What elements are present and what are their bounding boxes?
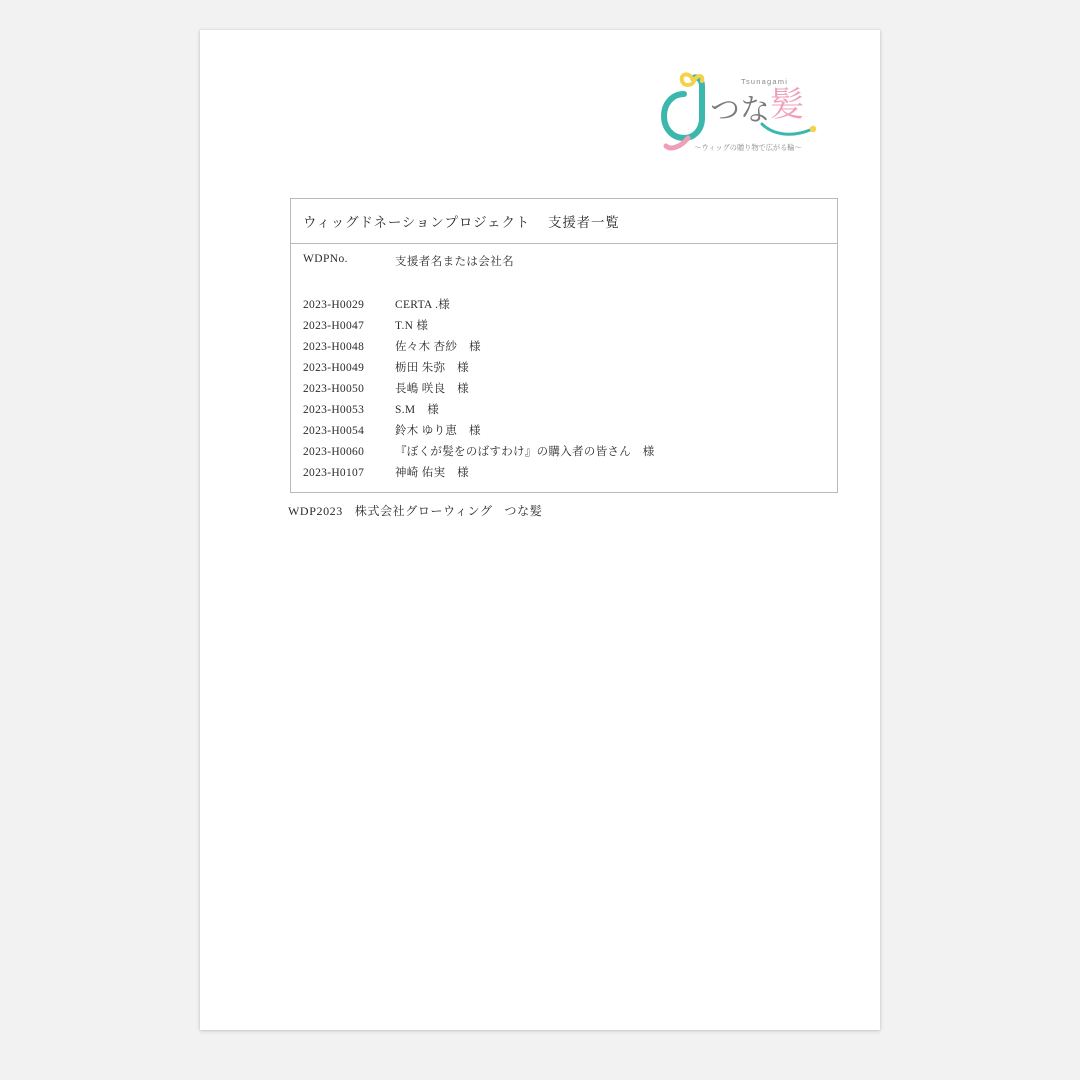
table-row (303, 295, 825, 316)
logo-brand-text (710, 85, 816, 134)
logo-roman-text: Tsunagami (741, 77, 789, 86)
cell-no: 2023-H0060 (303, 446, 365, 458)
cell-name: 神崎 佑実 様 (395, 467, 469, 479)
tsunagami-logo (658, 68, 838, 168)
document-body-cell (291, 244, 838, 493)
svg-text:髪: 髪 (770, 85, 804, 125)
cell-name: 鈴木 ゆり恵 様 (395, 425, 481, 437)
logo-tagline-text: 〜ウィッグの贈り物で広がる輪〜 (694, 143, 802, 152)
document-page (200, 30, 880, 1030)
cell-no: 2023-H0050 (303, 383, 365, 395)
footer-code: WDP2023 (288, 504, 343, 518)
footer-brand: つな髪 (504, 504, 543, 518)
cell-no: 2023-H0049 (303, 362, 365, 374)
cell-name: 『ぼくが髪をのばすわけ』の購入者の皆さん 様 (395, 446, 655, 458)
document-body-row (291, 244, 838, 493)
cell-no: 2023-H0029 (303, 299, 365, 311)
cell-no: 2023-H0053 (303, 404, 365, 416)
cell-no: 2023-H0048 (303, 341, 365, 353)
cell-no: 2023-H0107 (303, 467, 365, 479)
table-column-headers (303, 253, 825, 295)
document-title-cell (291, 199, 838, 244)
cell-name: T.N 様 (395, 320, 429, 332)
table-row (303, 358, 825, 379)
document-title-row (291, 199, 838, 244)
table-row (303, 337, 825, 358)
column-header-no: WDPNo. (303, 253, 348, 265)
cell-no: 2023-H0054 (303, 425, 365, 437)
cell-name: 栃田 朱弥 様 (395, 362, 469, 374)
cell-no: 2023-H0047 (303, 320, 365, 332)
supporters-table (290, 198, 838, 493)
cell-name: 佐々木 杏紗 様 (395, 341, 481, 353)
table-row (303, 379, 825, 400)
table-row (303, 421, 825, 442)
table-row (303, 463, 825, 484)
document-title-suffix: 支援者一覧 (548, 215, 620, 230)
svg-text:つな: つな (710, 93, 770, 128)
logo-ribbon-mark (664, 74, 702, 147)
column-header-name: 支援者名または会社名 (395, 256, 514, 268)
table-row (303, 400, 825, 421)
table-row (303, 316, 825, 337)
cell-name: S.M 様 (395, 404, 439, 416)
document-footer (288, 502, 542, 519)
document-title: ウィッグドネーションプロジェクト (303, 215, 531, 230)
cell-name: 長嶋 咲良 様 (395, 383, 469, 395)
footer-company: 株式会社グローウィング (354, 504, 493, 518)
table-row (303, 442, 825, 463)
cell-name: CERTA .様 (395, 299, 451, 311)
